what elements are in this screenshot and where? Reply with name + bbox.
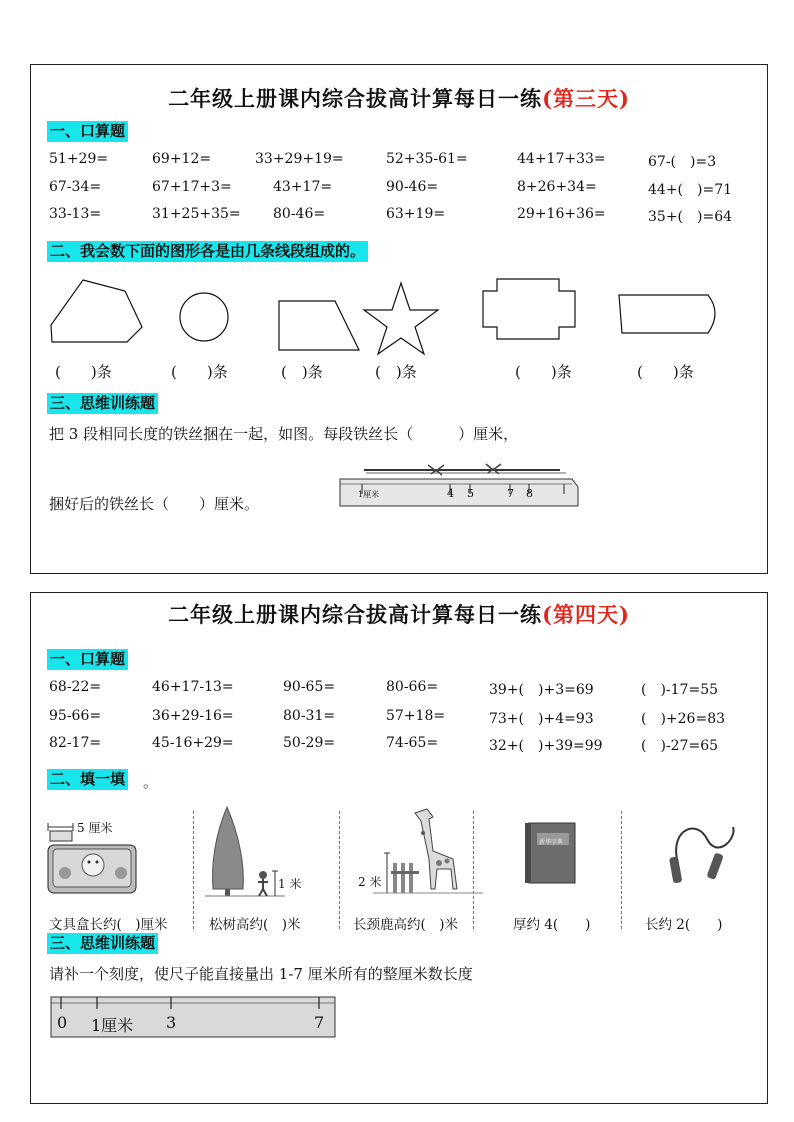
- math-item: 31+25+35=: [152, 206, 241, 222]
- math-item: 33+29+19=: [255, 151, 344, 167]
- math-item: 33-13=: [49, 206, 102, 222]
- dictionary-image: [525, 819, 585, 889]
- math-item: 67-( )=3: [648, 154, 717, 170]
- divider: [621, 811, 622, 929]
- tag-shape: [616, 293, 736, 343]
- math-item: 44+17+33=: [517, 151, 606, 167]
- star-shape: [364, 281, 444, 357]
- math-item: 63+19=: [386, 206, 446, 222]
- heading-suffix: 。: [143, 773, 159, 791]
- math-item: ( )-17=55: [641, 682, 719, 698]
- section-heading-thinking: 三、思维训练题: [47, 933, 158, 954]
- ruler-label: 0: [57, 1013, 68, 1032]
- question-text: 捆好后的铁丝长（ ）厘米。: [49, 495, 260, 513]
- math-item: ( )-27=65: [641, 738, 719, 754]
- answer-blank[interactable]: ( )条: [637, 363, 694, 381]
- question-text: 把 3 段相同长度的铁丝捆在一起，如图。每段铁丝长（ ）厘米，: [49, 425, 519, 443]
- question-text: 请补一个刻度，使尺子能直接量出 1-7 厘米所有的整厘米数长度: [49, 965, 473, 983]
- height-label: 1 米: [278, 877, 302, 891]
- math-item: 52+35-61=: [386, 151, 468, 167]
- ruler-label: 4: [447, 487, 454, 500]
- math-item: 35+( )=64: [648, 209, 733, 225]
- section-heading-thinking: 三、思维训练题: [47, 393, 158, 414]
- math-item: 67+17+3=: [152, 179, 232, 195]
- math-item: 43+17=: [273, 179, 333, 195]
- trapezoid-shape: [277, 298, 367, 358]
- math-item: 73+( )+4=93: [489, 711, 594, 727]
- math-item: 82-17=: [49, 735, 102, 751]
- dimension-label: 5 厘米: [77, 821, 113, 835]
- figure-caption: 松树高约( )米: [209, 917, 301, 933]
- cross-shape: [481, 277, 591, 347]
- ruler-label: 7: [314, 1013, 325, 1032]
- math-item: 95-66=: [49, 708, 102, 724]
- day4-panel: [30, 592, 768, 1104]
- math-item: 80-66=: [386, 679, 439, 695]
- math-item: 8+26+34=: [517, 179, 597, 195]
- math-item: 67-34=: [49, 179, 102, 195]
- section-heading-mental-math: 一、口算题: [47, 121, 128, 142]
- figure-caption: 文具盒长约( )厘米: [49, 917, 168, 933]
- math-item: 32+( )+39=99: [489, 738, 603, 754]
- page-title: [31, 83, 767, 113]
- math-item: 45-16+29=: [152, 735, 234, 751]
- divider: [339, 811, 340, 929]
- figure-caption: 厚约 4( ): [513, 917, 591, 933]
- math-item: 80-31=: [283, 708, 336, 724]
- ruler-label: 1厘米: [91, 1016, 134, 1035]
- section-heading-mental-math: 一、口算题: [47, 649, 128, 670]
- figure-caption: 长约 2( ): [645, 917, 723, 933]
- math-item: 74-65=: [386, 735, 439, 751]
- math-item: 68-22=: [49, 679, 102, 695]
- jump-rope-image: [667, 819, 747, 889]
- pine-tree-image: [205, 805, 325, 900]
- divider: [193, 811, 194, 929]
- book-title: 新华字典: [539, 839, 564, 846]
- answer-blank[interactable]: ( )条: [515, 363, 572, 381]
- answer-blank[interactable]: ( )条: [171, 363, 228, 381]
- answer-blank[interactable]: ( )条: [55, 363, 112, 381]
- math-item: 80-46=: [273, 206, 326, 222]
- math-item: 39+( )+3=69: [489, 682, 594, 698]
- title-day: (第三天): [542, 86, 630, 111]
- giraffe-image: [373, 803, 503, 898]
- title-main: 二年级上册课内综合拔高计算每日一练: [168, 86, 543, 111]
- math-item: 46+17-13=: [152, 679, 234, 695]
- title-main: 二年级上册课内综合拔高计算每日一练: [168, 602, 543, 627]
- math-item: 90-65=: [283, 679, 336, 695]
- section-heading-count-segments: 二、我会数下面的图形各是由几条线段组成的。: [47, 241, 368, 262]
- answer-blank[interactable]: ( )条: [281, 363, 323, 381]
- math-item: 29+16+36=: [517, 206, 606, 222]
- title-day: (第四天): [542, 602, 630, 627]
- math-item: ( )+26=83: [641, 711, 726, 727]
- math-item: 44+( )=71: [648, 182, 733, 198]
- section-heading-fill-in: [47, 769, 128, 790]
- math-item: 69+12=: [152, 151, 212, 167]
- ruler-label: 8: [526, 487, 533, 500]
- math-item: 57+18=: [386, 708, 446, 724]
- ruler-label: 7: [507, 487, 514, 500]
- math-item: 90-46=: [386, 179, 439, 195]
- day3-panel: [30, 64, 768, 574]
- page-title: [31, 599, 767, 629]
- math-item: 36+29-16=: [152, 708, 234, 724]
- figure-caption: 长颈鹿高约( )米: [353, 917, 459, 933]
- math-item: 51+29=: [49, 151, 109, 167]
- ruler-label: 5: [467, 487, 474, 500]
- height-label: 2 米: [358, 875, 382, 889]
- section-heading-label: 二、填一填: [50, 770, 126, 788]
- ruler-label: 3: [166, 1013, 177, 1032]
- math-item: 50-29=: [283, 735, 336, 751]
- circle-shape: [177, 290, 237, 350]
- pentagon-shape: [49, 277, 149, 347]
- answer-blank[interactable]: ( )条: [375, 363, 417, 381]
- ruler-label: 1厘米: [358, 490, 380, 499]
